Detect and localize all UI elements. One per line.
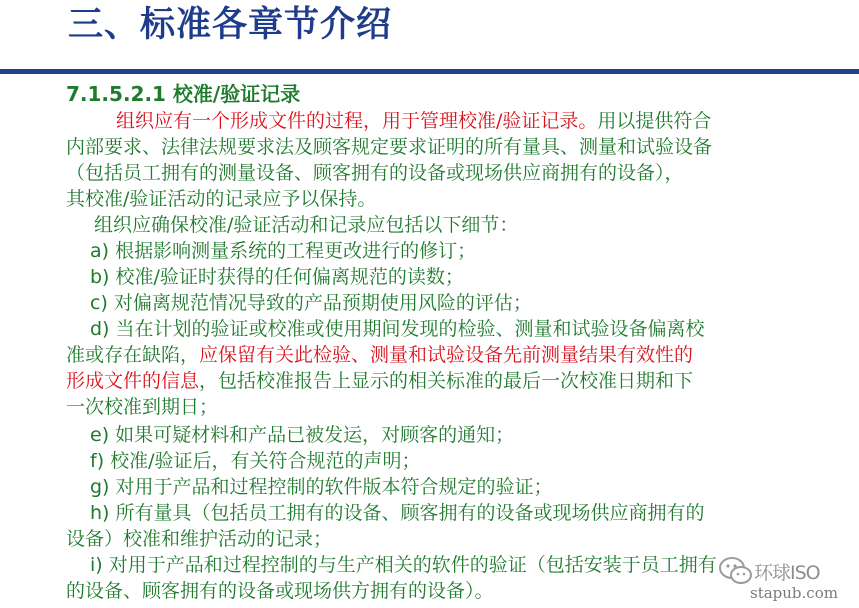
body-line: 内部要求、法律法规要求法及顾客规定要求证明的所有量具、测量和试验设备	[66, 136, 713, 158]
body-line: （包括员工拥有的测量设备、顾客拥有的设备或现场供应商拥有的设备），	[66, 162, 684, 184]
section-heading: 7.1.5.2.1 校准/验证记录	[66, 82, 301, 106]
list-item: a) 根据影响测量系统的工程更改进行的修订；	[90, 240, 477, 262]
list-item: b) 校准/验证时获得的任何偏离规范的读数；	[90, 266, 464, 288]
highlight-text: 形成文件的信息	[66, 370, 200, 392]
watermark-site: stapub.com	[750, 584, 838, 602]
list-item: e) 如果可疑材料和产品已被发运，对顾客的通知；	[90, 424, 515, 446]
body-line	[116, 110, 711, 133]
watermark-name: 环球ISO	[754, 562, 820, 584]
list-item: f) 校准/验证后，有关符合规范的声明；	[90, 450, 421, 472]
body-text: ，包括校准报告上显示的相关标准的最后一次校准日期和下	[199, 370, 694, 392]
list-item: d) 当在计划的验证或校准或使用期间发现的检验、测量和试验设备偏离校	[90, 318, 705, 340]
body-line	[66, 370, 693, 393]
list-item: c) 对偏离规范情况导致的产品预期使用风险的评估；	[90, 292, 532, 314]
list-item: g) 对用于产品和过程控制的软件版本符合规定的验证；	[90, 476, 553, 498]
body-line	[66, 344, 693, 367]
wechat-icon	[718, 556, 754, 586]
body-line: 设备）校准和维护活动的记录；	[66, 528, 333, 550]
body-line: 的设备、顾客拥有的设备或现场供方拥有的设备）。	[66, 580, 494, 602]
highlight-text: 组织应有一个形成文件的过程，用于管理校准/验证记录。	[116, 110, 598, 132]
body-line: 其校准/验证活动的记录应予以保持。	[66, 188, 377, 210]
body-line: 一次校准到期日；	[66, 396, 219, 418]
list-item: h) 所有量具（包括员工拥有的设备、顾客拥有的设备或现场供应商拥有的	[90, 502, 705, 524]
body-text: 准或存在缺陷，	[66, 344, 200, 366]
slide-title: 三、标准各章节介绍	[68, 5, 393, 45]
list-item: i) 对用于产品和过程控制的与生产相关的软件的验证（包括安装于员工拥有	[90, 554, 717, 576]
title-divider	[0, 69, 859, 74]
body-line: 组织应确保校准/验证活动和记录应包括以下细节：	[94, 214, 519, 236]
highlight-text: 应保留有关此检验、测量和试验设备先前测量结果有效性的	[199, 344, 694, 366]
body-text: 用以提供符合	[597, 110, 712, 132]
